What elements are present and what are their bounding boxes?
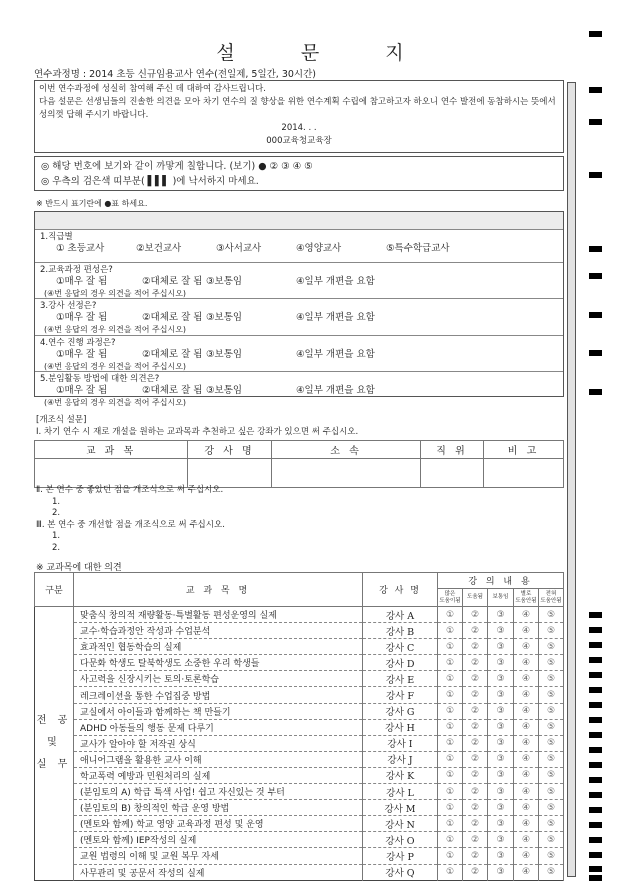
rating-header-bottom: 도움안됨 <box>540 597 562 604</box>
rating-option-4[interactable]: ④ <box>514 832 539 848</box>
rating-header-3 <box>488 589 514 607</box>
rating-option-2[interactable]: ② <box>463 800 488 816</box>
rating-option-1[interactable]: ① <box>438 832 463 848</box>
rating-option-3[interactable]: ③ <box>488 816 514 832</box>
rating-option-4[interactable]: ④ <box>514 623 539 639</box>
timing-mark <box>589 702 602 708</box>
option[interactable]: ②대체로 잘 됨 <box>142 385 203 396</box>
rating-option-5[interactable]: ⑤ <box>539 671 564 687</box>
subject-row <box>35 800 564 816</box>
instructor-name: 강사 D <box>363 655 438 671</box>
rating-option-2[interactable]: ② <box>463 735 488 751</box>
timing-mark <box>589 762 602 768</box>
instructor-name: 강사 N <box>363 816 438 832</box>
subject-row <box>35 735 564 751</box>
header-instructor-name: 강 사 명 <box>363 573 438 607</box>
option[interactable]: ④일부 개편을 요함 <box>296 276 375 287</box>
subject-name: (멘토와 함께) 학교 영양 교육과정 편성 및 운영 <box>74 816 363 832</box>
option[interactable]: ③보통임 <box>206 385 243 396</box>
rating-option-1[interactable]: ① <box>438 800 463 816</box>
rating-option-3[interactable]: ③ <box>488 703 514 719</box>
essay-question-3: Ⅲ. 본 연수 중 개선할 점을 개조식으로 써 주십시오. <box>36 519 225 530</box>
header-remarks: 비 고 <box>484 441 564 459</box>
notice-box <box>34 156 564 191</box>
subject-name: 교사가 알아야 할 저작권 상식 <box>74 735 363 751</box>
rating-option-2[interactable]: ② <box>463 671 488 687</box>
subject-name: 교원 법령의 이해 및 교원 복무 자세 <box>74 848 363 864</box>
header-category: 구분 <box>35 573 74 607</box>
subject-name: 맞춤식 창의적 재량활동·특별활동 편성운영의 실제 <box>74 607 363 623</box>
instructor-name: 강사 K <box>363 767 438 783</box>
option[interactable]: ③보통임 <box>206 276 243 287</box>
course-name: 연수과정명 : 2014 초등 신규임용교사 연수(전일제, 5일간, 30시간) <box>34 69 316 80</box>
option[interactable]: ②보건교사 <box>136 243 182 254</box>
rating-option-5[interactable]: ⑤ <box>539 848 564 864</box>
rating-option-4[interactable]: ④ <box>514 607 539 623</box>
rating-option-2[interactable]: ② <box>463 607 488 623</box>
subject-row <box>35 816 564 832</box>
subject-name: 교실에서 아이들과 함께하는 책 만들기 <box>74 703 363 719</box>
rating-option-4[interactable]: ④ <box>514 784 539 800</box>
option[interactable]: ④영양교사 <box>296 243 342 254</box>
timing-mark <box>589 672 602 678</box>
essay-open-questions <box>36 485 225 554</box>
rating-option-2[interactable]: ② <box>463 687 488 703</box>
rating-option-1[interactable]: ① <box>438 848 463 864</box>
timing-mark <box>589 687 602 693</box>
essay-question-1: Ⅰ. 차기 연수 시 재로 개설을 원하는 교과목과 추천하고 싶은 강좌가 있으면 써 주십시오. <box>36 427 359 437</box>
rating-option-3[interactable]: ③ <box>488 784 514 800</box>
question-box <box>34 211 564 407</box>
question-text: 5.분임활동 방법에 대한 의견은? <box>40 374 160 384</box>
rating-option-1[interactable]: ① <box>438 719 463 735</box>
timing-mark <box>589 822 602 828</box>
option[interactable]: ① 초등교사 <box>56 243 105 254</box>
rating-option-3[interactable]: ③ <box>488 687 514 703</box>
timing-mark <box>589 807 602 813</box>
timing-mark <box>589 657 602 663</box>
timing-mark <box>589 87 602 93</box>
option[interactable]: ④일부 개편을 요함 <box>296 312 375 323</box>
question-text: 1.직급별 <box>40 232 73 242</box>
subject-name: 다문화 학생도 탈북학생도 소중한 우리 학생들 <box>74 655 363 671</box>
intro-box <box>34 80 564 153</box>
question-2 <box>35 263 563 299</box>
option[interactable]: ②대체로 잘 됨 <box>142 312 203 323</box>
option[interactable]: ①매우 잘 됨 <box>56 312 108 323</box>
rating-option-5[interactable]: ⑤ <box>539 655 564 671</box>
question-note: (④번 응답의 경우 의견을 적어 주십시오) <box>44 289 187 298</box>
subject-row <box>35 848 564 864</box>
intro-date: 2014. . . <box>281 123 317 133</box>
rating-option-2[interactable]: ② <box>463 655 488 671</box>
rating-option-1[interactable]: ① <box>438 751 463 767</box>
subject-row <box>35 623 564 639</box>
input-subject[interactable] <box>35 459 188 488</box>
subject-rating-table <box>34 572 564 881</box>
rating-header-top: 별로 <box>520 590 532 597</box>
option[interactable]: ③사서교사 <box>216 243 262 254</box>
category-label: 전 공 <box>36 715 72 727</box>
rating-option-5[interactable]: ⑤ <box>539 864 564 880</box>
subject-name: (멘토와 함께) IEP작성의 실제 <box>74 832 363 848</box>
rating-option-5[interactable]: ⑤ <box>539 832 564 848</box>
subject-row <box>35 751 564 767</box>
question-3 <box>35 299 563 336</box>
rating-option-2[interactable]: ② <box>463 751 488 767</box>
rating-option-2[interactable]: ② <box>463 784 488 800</box>
subject-row <box>35 639 564 655</box>
rating-option-5[interactable]: ⑤ <box>539 800 564 816</box>
rating-option-1[interactable]: ① <box>438 623 463 639</box>
rating-option-3[interactable]: ③ <box>488 767 514 783</box>
rating-option-1[interactable]: ① <box>438 639 463 655</box>
subject-name: 학교폭력 예방과 민원처리의 실제 <box>74 767 363 783</box>
subject-row <box>35 687 564 703</box>
rating-option-5[interactable]: ⑤ <box>539 703 564 719</box>
instructor-name: 강사 C <box>363 639 438 655</box>
rating-option-4[interactable]: ④ <box>514 687 539 703</box>
rating-option-4[interactable]: ④ <box>514 800 539 816</box>
input-remarks[interactable] <box>484 459 564 488</box>
subject-row <box>35 671 564 687</box>
subject-row <box>35 832 564 848</box>
rating-option-5[interactable]: ⑤ <box>539 784 564 800</box>
option[interactable]: ①매우 잘 됨 <box>56 385 108 396</box>
rating-option-2[interactable]: ② <box>463 832 488 848</box>
option[interactable]: ③보통임 <box>206 312 243 323</box>
essay-section <box>36 414 358 438</box>
option[interactable]: ④일부 개편을 요함 <box>296 385 375 396</box>
subject-name: 사무관리 및 공문서 작성의 실제 <box>74 864 363 880</box>
rating-option-1[interactable]: ① <box>438 735 463 751</box>
category-cell <box>35 607 74 881</box>
timing-mark <box>589 246 602 252</box>
question-note: (④번 응답의 경우 의견을 적어 주십시오) <box>44 362 187 371</box>
rating-option-2[interactable]: ② <box>463 848 488 864</box>
header-lecture-content: 강 의 내 용 <box>438 573 564 589</box>
subject-row <box>35 703 564 719</box>
rating-option-3[interactable]: ③ <box>488 848 514 864</box>
input-position[interactable] <box>421 459 484 488</box>
rating-header-4 <box>514 589 539 607</box>
timing-mark <box>589 389 602 395</box>
rating-option-3[interactable]: ③ <box>488 735 514 751</box>
rating-header-top: 보통임 <box>492 594 509 600</box>
option[interactable]: ⑤특수학급교사 <box>386 243 450 254</box>
timing-mark <box>589 172 602 178</box>
rating-header-top: 전혀 <box>545 590 557 597</box>
header-affiliation: 소 속 <box>272 441 421 459</box>
instructor-name: 강사 G <box>363 703 438 719</box>
question-1 <box>35 230 563 263</box>
rating-header-1 <box>438 589 463 607</box>
subject-row <box>35 767 564 783</box>
rating-option-4[interactable]: ④ <box>514 735 539 751</box>
question-box-header <box>35 212 563 230</box>
intro-line-2: 다음 설문은 선생님들의 진솔한 의견을 모아 차기 연수의 질 향상을 위한 연수계획 수립에 참고하고자 하오니 연수 발전에 동참하시는 뜻에서 성의껏 답해 주시기 바랍니다. <box>39 97 556 120</box>
timing-mark <box>589 273 602 279</box>
rating-option-1[interactable]: ① <box>438 687 463 703</box>
rating-option-4[interactable]: ④ <box>514 703 539 719</box>
subject-row <box>35 719 564 735</box>
rating-option-4[interactable]: ④ <box>514 671 539 687</box>
timing-mark <box>589 717 602 723</box>
rating-header-2 <box>463 589 488 607</box>
rating-option-4[interactable]: ④ <box>514 848 539 864</box>
instructor-name: 강사 M <box>363 800 438 816</box>
header-subject: 교 과 목 <box>35 441 188 459</box>
subject-name: 사고력을 신장시키는 토의·토론학습 <box>74 671 363 687</box>
timing-mark <box>589 612 602 618</box>
subject-row <box>35 655 564 671</box>
intro-signature: 000교육청교육장 <box>266 136 332 146</box>
q3-item-1[interactable]: 1. <box>52 531 61 541</box>
rating-option-1[interactable]: ① <box>438 671 463 687</box>
rating-option-5[interactable]: ⑤ <box>539 623 564 639</box>
rating-option-5[interactable]: ⑤ <box>539 767 564 783</box>
subject-row <box>35 607 564 623</box>
instructor-name: 강사 L <box>363 784 438 800</box>
subject-note: ※ 교과목에 대한 의견 <box>36 563 122 573</box>
instructor-name: 강사 H <box>363 719 438 735</box>
subject-name: 교수·학습과정안 작성과 수업분석 <box>74 623 363 639</box>
input-affiliation[interactable] <box>272 459 421 488</box>
essay-heading: [개조식 설문] <box>36 415 87 425</box>
timing-mark <box>589 777 602 783</box>
rating-header-bottom: 도움안됨 <box>515 597 537 604</box>
mark-note: ※ 반드시 표기란에 ●표 하세요. <box>36 199 148 208</box>
option[interactable]: ②대체로 잘 됨 <box>142 349 203 360</box>
timing-mark <box>589 875 602 881</box>
option[interactable]: ③보통임 <box>206 349 243 360</box>
timing-mark <box>589 866 602 872</box>
timing-mark <box>589 350 602 356</box>
category-label: 실 무 <box>36 759 72 771</box>
option[interactable]: ①매우 잘 됨 <box>56 349 108 360</box>
rating-option-4[interactable]: ④ <box>514 864 539 880</box>
question-5 <box>35 372 563 409</box>
subject-name: (분임토의 B) 창의적인 학급 운영 방법 <box>74 800 363 816</box>
rating-option-4[interactable]: ④ <box>514 719 539 735</box>
page-title: 설 문 지 <box>216 42 434 64</box>
header-subject-name: 교 과 목 명 <box>74 573 363 607</box>
rating-option-3[interactable]: ③ <box>488 751 514 767</box>
instructor-name: 강사 F <box>363 687 438 703</box>
question-note: (④번 응답의 경우 의견을 적어 주십시오) <box>44 325 187 334</box>
q2-item-2[interactable]: 2. <box>52 508 61 518</box>
header-position: 직 위 <box>421 441 484 459</box>
timing-mark <box>589 31 602 37</box>
rating-option-4[interactable]: ④ <box>514 655 539 671</box>
rating-option-1[interactable]: ① <box>438 816 463 832</box>
rating-option-2[interactable]: ② <box>463 864 488 880</box>
input-instructor[interactable] <box>188 459 272 488</box>
intro-line-1: 이번 연수과정에 성실히 참여해 주신 데 대하여 감사드립니다. <box>39 84 266 94</box>
timing-mark <box>589 642 602 648</box>
rating-option-1[interactable]: ① <box>438 767 463 783</box>
rating-option-3[interactable]: ③ <box>488 607 514 623</box>
timing-mark <box>589 792 602 798</box>
rating-option-4[interactable]: ④ <box>514 816 539 832</box>
timing-mark <box>589 852 602 858</box>
rating-option-3[interactable]: ③ <box>488 864 514 880</box>
rating-option-1[interactable]: ① <box>438 607 463 623</box>
rating-option-3[interactable]: ③ <box>488 800 514 816</box>
subject-name: (분임토의 A) 학급 특색 사업! 쉽고 자신있는 것 부터 <box>74 784 363 800</box>
subject-name: ADHD 아동들의 행동 문제 다루기 <box>74 719 363 735</box>
rating-option-5[interactable]: ⑤ <box>539 719 564 735</box>
rating-option-5[interactable]: ⑤ <box>539 639 564 655</box>
instructor-name: 강사 J <box>363 751 438 767</box>
header-instructor: 강 사 명 <box>188 441 272 459</box>
notice-line-2: ◎ 우측의 검은색 띠부분( ▌▌▌ )에 낙서하지 마세요. <box>41 176 259 187</box>
timing-mark <box>589 747 602 753</box>
rating-header-top: 많은 <box>444 590 456 597</box>
rating-option-3[interactable]: ③ <box>488 655 514 671</box>
subject-row <box>35 864 564 880</box>
recommend-table <box>34 440 564 488</box>
rating-header-top: 도움됨 <box>467 594 483 600</box>
q3-item-2[interactable]: 2. <box>52 542 61 553</box>
instructor-name: 강사 E <box>363 671 438 687</box>
subject-name: 애니어그램을 활용한 교사 이해 <box>74 751 363 767</box>
question-text: 3.강사 선정은? <box>40 301 97 311</box>
rating-option-1[interactable]: ① <box>438 784 463 800</box>
instructor-name: 강사 O <box>363 832 438 848</box>
rating-option-2[interactable]: ② <box>463 767 488 783</box>
timing-mark <box>589 732 602 738</box>
rating-option-4[interactable]: ④ <box>514 639 539 655</box>
notice-line-1: ◎ 해당 번호에 보기와 같이 까맣게 칠합니다. (보기) ● ② ③ ④ ⑤ <box>41 161 313 172</box>
rating-option-4[interactable]: ④ <box>514 767 539 783</box>
q2-item-1[interactable]: 1. <box>52 496 61 507</box>
rating-option-3[interactable]: ③ <box>488 623 514 639</box>
rating-option-5[interactable]: ⑤ <box>539 751 564 767</box>
essay-question-2: Ⅱ. 본 연수 중 좋았던 점을 개조식으로 써 주십시오. <box>36 485 224 495</box>
instructor-name: 강사 Q <box>363 864 438 880</box>
timing-mark <box>589 119 602 125</box>
instructor-name: 강사 I <box>363 735 438 751</box>
timing-mark <box>589 312 602 318</box>
question-text: 4.연수 진행 과정은? <box>40 338 116 348</box>
rating-header-bottom: 도움이됨 <box>439 597 461 604</box>
subject-name: 효과적인 협동학습의 실제 <box>74 639 363 655</box>
rating-option-2[interactable]: ② <box>463 623 488 639</box>
rating-option-5[interactable]: ⑤ <box>539 607 564 623</box>
rating-option-5[interactable]: ⑤ <box>539 816 564 832</box>
instructor-name: 강사 A <box>363 607 438 623</box>
rating-option-5[interactable]: ⑤ <box>539 735 564 751</box>
rating-option-2[interactable]: ② <box>463 639 488 655</box>
rating-option-3[interactable]: ③ <box>488 639 514 655</box>
option[interactable]: ①매우 잘 됨 <box>56 276 108 287</box>
timing-mark <box>589 627 602 633</box>
scan-strip <box>567 82 576 877</box>
category-label: 및 <box>47 737 61 749</box>
rating-option-3[interactable]: ③ <box>488 671 514 687</box>
rating-option-3[interactable]: ③ <box>488 719 514 735</box>
timing-mark <box>589 837 602 843</box>
rating-option-5[interactable]: ⑤ <box>539 687 564 703</box>
rating-option-1[interactable]: ① <box>438 864 463 880</box>
rating-option-1[interactable]: ① <box>438 655 463 671</box>
rating-option-3[interactable]: ③ <box>488 832 514 848</box>
option[interactable]: ④일부 개편을 요함 <box>296 349 375 360</box>
subject-row <box>35 784 564 800</box>
rating-option-2[interactable]: ② <box>463 703 488 719</box>
rating-option-2[interactable]: ② <box>463 719 488 735</box>
instructor-name: 강사 P <box>363 848 438 864</box>
rating-option-4[interactable]: ④ <box>514 751 539 767</box>
instructor-name: 강사 B <box>363 623 438 639</box>
rating-option-2[interactable]: ② <box>463 816 488 832</box>
question-note: (④번 응답의 경우 의견을 적어 주십시오) <box>44 398 187 407</box>
rating-header-5 <box>539 589 564 607</box>
rating-option-1[interactable]: ① <box>438 703 463 719</box>
question-text: 2.교육과정 편성은? <box>40 265 113 275</box>
option[interactable]: ②대체로 잘 됨 <box>142 276 203 287</box>
subject-name: 레크레이션을 통한 수업집중 방법 <box>74 687 363 703</box>
question-4 <box>35 336 563 372</box>
